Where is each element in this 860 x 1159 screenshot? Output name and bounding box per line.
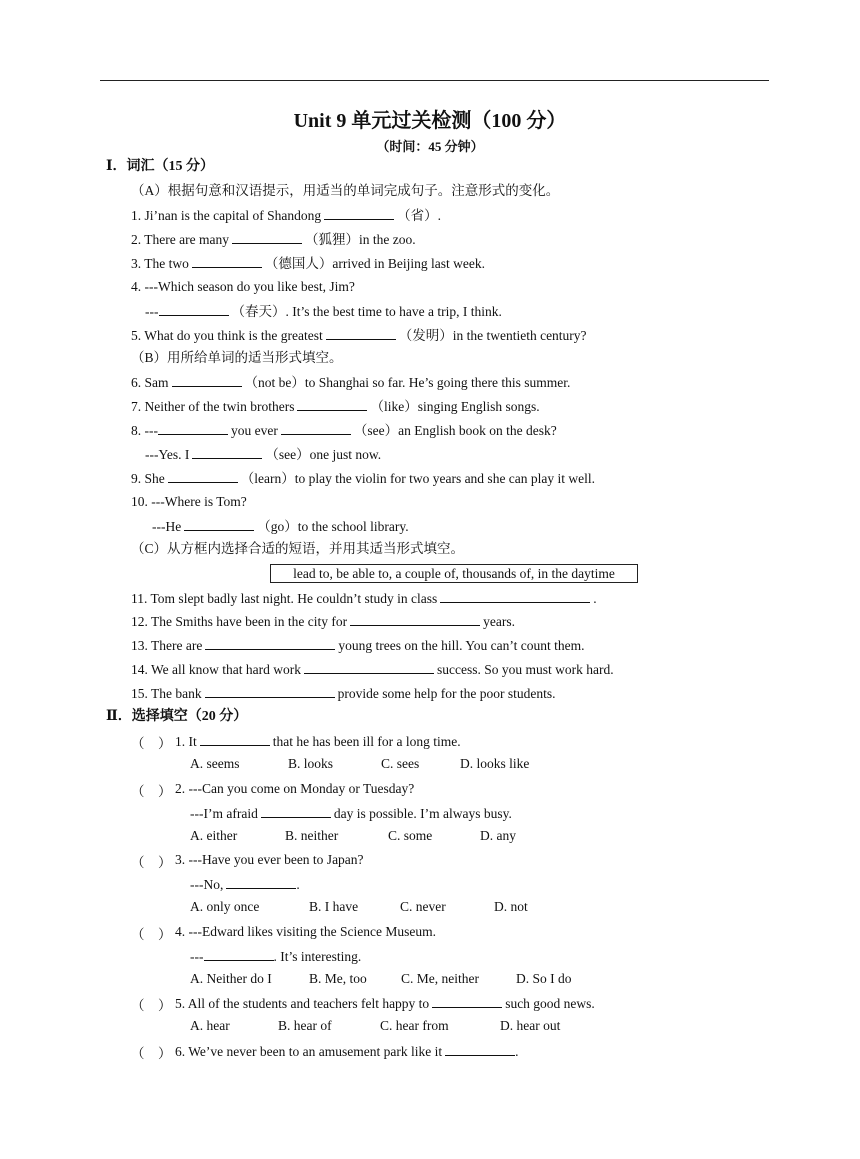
question-15: 15. The bank provide some help for the poor students. [131,686,556,701]
question-8-line-2: ---Yes. I （see）one just now. [145,447,382,462]
question-10-line-2: ---He （go）to the school library. [152,519,409,534]
option-a[interactable]: A. seems [190,756,240,771]
answer-blank[interactable] [297,397,367,411]
question-3: 3. The two （德国人）arrived in Beijing last week. [131,256,485,271]
answer-blank [432,994,502,1008]
answer-blank [261,804,331,818]
answer-blank [200,732,270,746]
option-c[interactable]: C. Me, neither [401,971,479,986]
answer-blank[interactable] [159,302,229,316]
part-a-instruction: （A）根据句意和汉语提示，用适当的单词完成句子。注意形式的变化。 [131,183,560,198]
answer-blank [445,1042,515,1056]
page-subtitle: （时间：45 分钟） [376,139,484,154]
option-d[interactable]: D. So I do [516,971,572,986]
question-4-line-1: 4. ---Which season do you like best, Jim? [131,279,355,294]
answer-blank[interactable] [184,517,254,531]
mc-question-4-line-2: --- . It’s interesting. [190,949,362,964]
option-d[interactable]: D. any [480,828,516,843]
section-2-heading: Ⅱ．选择填空（20 分） [106,709,248,724]
option-a[interactable]: A. hear [190,1018,230,1033]
answer-blank[interactable] [192,445,262,459]
answer-paren[interactable]: （ ） [131,855,172,870]
section-1-heading: Ⅰ．词汇（15 分） [106,159,215,174]
option-c[interactable]: C. sees [381,756,420,771]
answer-blank [226,875,296,889]
part-c-instruction: （C）从方框内选择合适的短语，并用其适当形式填空。 [131,541,465,556]
mc-question-6: 6. We’ve never been to an amusement park like it . [175,1044,519,1059]
option-d[interactable]: D. hear out [500,1018,561,1033]
mc-question-2-line-1: 2. ---Can you come on Monday or Tuesday? [175,781,415,796]
option-c[interactable]: C. hear from [380,1018,449,1033]
header-rule [100,80,769,81]
part-b-instruction: （B）用所给单词的适当形式填空。 [131,350,343,365]
option-b[interactable]: B. hear of [278,1018,332,1033]
question-6: 6. Sam （not be）to Shanghai so far. He’s going there this summer. [131,375,571,390]
question-8-line-1: 8. --- you ever （see）an English book on the desk? [131,423,557,438]
question-11: 11. Tom slept badly last night. He couldn’t study in class . [131,591,597,606]
answer-blank[interactable] [168,469,238,483]
question-10-line-1: 10. ---Where is Tom? [131,494,247,509]
page-title: Unit 9 单元过关检测（100 分） [293,110,567,132]
question-5: 5. What do you think is the greatest （发明）in the twentieth century? [131,328,587,343]
question-4-line-2: --- （春天）. It’s the best time to have a trip, I think. [145,304,502,319]
option-b[interactable]: B. looks [288,756,334,771]
option-b[interactable]: B. Me, too [309,971,367,986]
option-b[interactable]: B. I have [309,899,359,914]
question-1: 1. Ji’nan is the capital of Shandong （省）. [131,208,441,223]
mc-question-3-line-2: ---No, . [190,877,300,892]
answer-blank[interactable] [205,636,335,650]
answer-blank[interactable] [440,589,590,603]
option-d[interactable]: D. not [494,899,528,914]
answer-paren[interactable]: （ ） [131,998,172,1013]
option-a[interactable]: A. Neither do I [190,971,272,986]
answer-blank[interactable] [232,230,302,244]
answer-blank[interactable] [205,684,335,698]
answer-blank[interactable] [326,326,396,340]
answer-blank[interactable] [304,660,434,674]
option-c[interactable]: C. never [400,899,446,914]
answer-paren[interactable]: （ ） [131,927,172,942]
answer-blank[interactable] [324,206,394,220]
mc-question-1: 1. It that he has been ill for a long time. [175,734,461,749]
option-b[interactable]: B. neither [285,828,339,843]
question-9: 9. She （learn）to play the violin for two years and she can play it well. [131,471,596,486]
answer-paren[interactable]: （ ） [131,1046,172,1061]
question-7: 7. Neither of the twin brothers （like）singing English songs. [131,399,540,414]
answer-paren[interactable]: （ ） [131,784,172,799]
phrase-box: lead to, be able to, a couple of, thousands of, in the daytime [270,564,638,583]
option-a[interactable]: A. only once [190,899,260,914]
answer-blank[interactable] [172,373,242,387]
answer-blank [204,947,274,961]
question-14: 14. We all know that hard work success. So you must work hard. [131,662,614,677]
answer-blank[interactable] [281,421,351,435]
mc-question-4-line-1: 4. ---Edward likes visiting the Science Museum. [175,924,436,939]
question-13: 13. There are young trees on the hill. You can’t count them. [131,638,585,653]
question-2: 2. There are many （狐狸）in the zoo. [131,232,416,247]
answer-blank[interactable] [158,421,228,435]
answer-paren[interactable]: （ ） [131,736,172,751]
option-c[interactable]: C. some [388,828,433,843]
answer-blank[interactable] [350,612,480,626]
answer-blank[interactable] [192,254,262,268]
option-a[interactable]: A. either [190,828,238,843]
option-d[interactable]: D. looks like [460,756,530,771]
mc-question-3-line-1: 3. ---Have you ever been to Japan? [175,852,364,867]
question-12: 12. The Smiths have been in the city for years. [131,614,515,629]
mc-question-2-line-2: ---I’m afraid day is possible. I’m always busy. [190,806,512,821]
mc-question-5: 5. All of the students and teachers felt happy to such good news. [175,996,595,1011]
